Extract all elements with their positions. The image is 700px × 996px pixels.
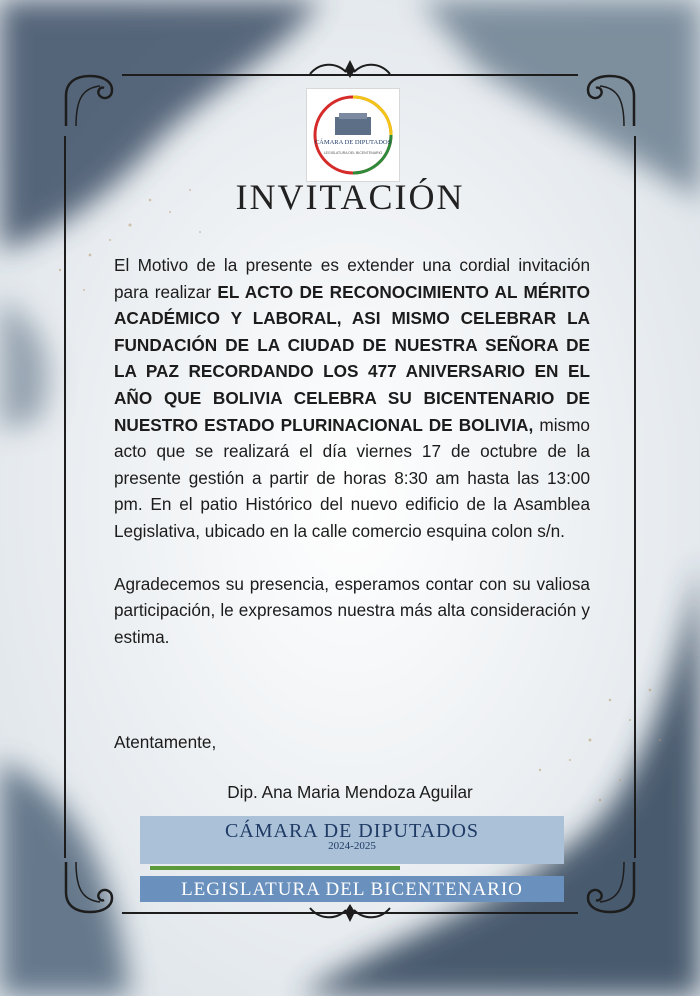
closing-text: Atentamente,	[114, 732, 217, 752]
legislature-banner: LEGISLATURA DEL BICENTENARIO	[140, 876, 564, 902]
corner-ornament-bl	[60, 860, 118, 918]
paragraph-1	[114, 252, 590, 545]
paragraph-2: Agradecemos su presencia, esperamos contar con su valiosa participación, le expresamos nuestra más alta consideración y estima.	[114, 573, 590, 647]
banner-divider	[150, 866, 400, 870]
chamber-banner	[140, 816, 564, 864]
banner-chamber-name: CÁMARA DE DIPUTADOS	[224, 820, 480, 842]
event-description: EL ACTO DE RECONOCIMIENTO AL MÉRITO ACADÉMICO Y LABORAL, ASI MISMO CELEBRAR LA FUNDACIÓN DE LA CIUDAD DE NUESTRA SEÑORA DE LA PAZ RECORDANDO LOS 477 ANIVERSARIO EN EL AÑO QUE BOLIVIA CELEBRA SU BICENTENARIO DE NUESTRO ESTADO PLURINACIONAL DE BOLIVIA,	[114, 281, 590, 435]
corner-ornament-tl	[60, 70, 118, 128]
event-details: mismo acto que se realizará el día viernes 17 de octubre de la presente gestión a partir de horas 8:30 am hasta las 13:00 pm. En el patio Histórico del nuevo edificio de la Asamblea Legislativa, ubicado en la calle comercio esquina colon s/n.	[114, 414, 590, 541]
intro-text: El Motivo de la presente es extender una cordial invitación para realizar	[114, 255, 590, 302]
frame-left-line	[64, 136, 66, 858]
logo-subtitle: LEGISLATURA DEL BICENTENARIO	[323, 151, 383, 155]
invitation-body	[114, 252, 590, 650]
page-title: INVITACIÓN	[235, 177, 465, 217]
chamber-logo	[306, 88, 400, 182]
signer-name: Dip. Ana Maria Mendoza Aguilar	[227, 782, 473, 802]
logo-institution: CÁMARA DE DIPUTADOS	[314, 139, 392, 146]
corner-ornament-tr	[582, 70, 640, 128]
bottom-flourish	[300, 902, 400, 924]
corner-ornament-br	[582, 860, 640, 918]
frame-right-line	[634, 136, 636, 858]
top-flourish	[300, 58, 400, 80]
banner-years: 2024-2025	[328, 840, 376, 852]
